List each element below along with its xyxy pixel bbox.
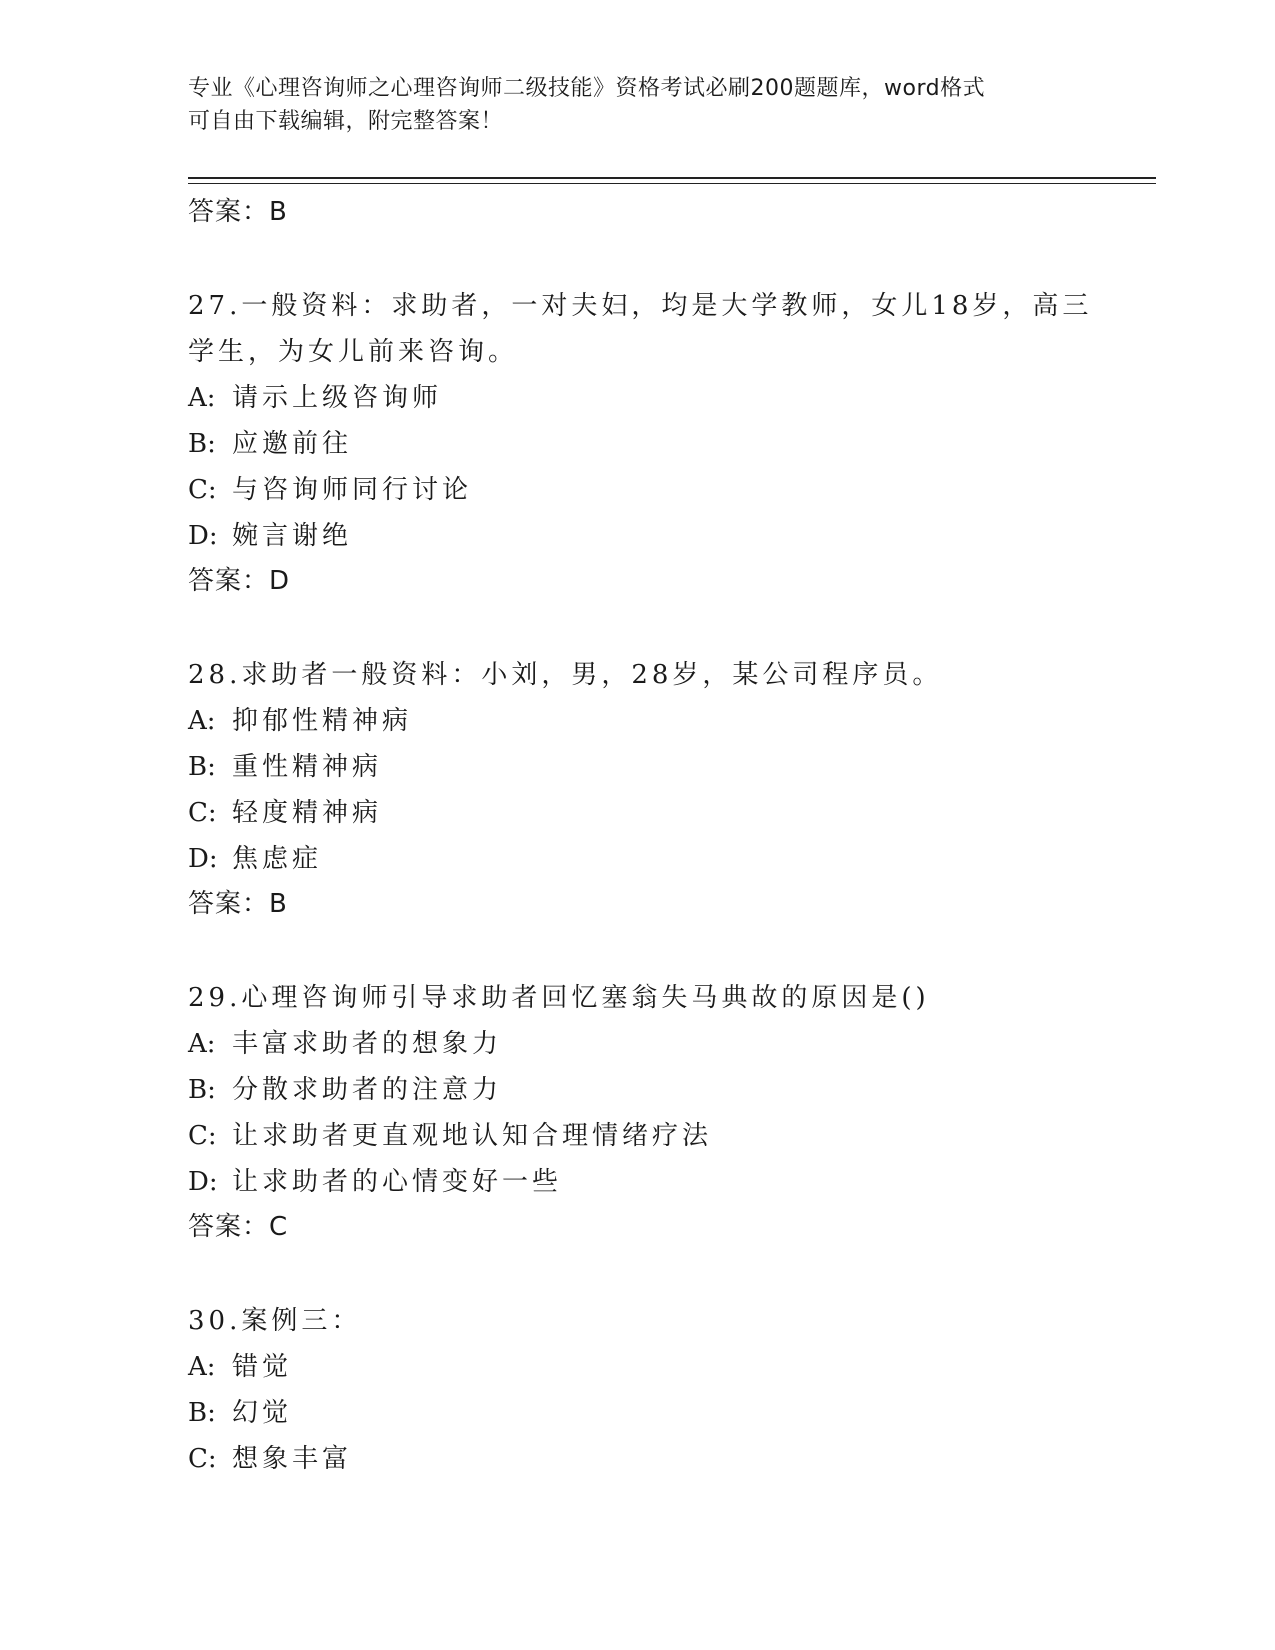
option-key: C: [188,798,217,828]
option-text: 丰富求助者的想象力 [232,1029,503,1059]
header-title-line-2: 可自由下载编辑，附完整答案！ [188,109,504,134]
option-key: A: [188,383,216,413]
question-stem: 28.求助者一般资料：小刘，男，28岁，某公司程序员。 [188,660,943,690]
option-c [188,1113,1108,1159]
option-a [188,375,1108,421]
question-block [188,975,1108,1250]
option-key: D: [188,521,218,551]
option-text: 抑郁性精神病 [232,706,413,736]
question-block [188,283,1108,604]
answer-line: 答案：D [188,566,291,596]
option-b [188,421,1108,467]
option-key: B: [188,752,216,782]
option-text: 请示上级咨询师 [232,383,443,413]
header-rule-thick [188,177,1156,179]
section-gap [188,235,1108,283]
option-text: 分散求助者的注意力 [232,1075,503,1105]
answer-line: 答案：C [188,1212,289,1242]
option-key: D: [188,844,218,874]
option-text: 想象丰富 [232,1444,353,1474]
option-key: B: [188,1398,216,1428]
header-title-line-1: 专业《心理咨询师之心理咨询师二级技能》资格考试必刷200题题库，word格式 [188,76,986,101]
answer-line: 答案：B [188,197,288,227]
option-b [188,744,1108,790]
header-rule-thin [188,183,1156,184]
option-d [188,836,1108,882]
option-c [188,1436,1108,1482]
answer-line: 答案：B [188,889,288,919]
option-b [188,1390,1108,1436]
document-header [188,72,1088,138]
option-c [188,790,1108,836]
option-a [188,698,1108,744]
option-a [188,1344,1108,1390]
option-text: 让求助者更直观地认知合理情绪疗法 [232,1121,713,1151]
option-key: C: [188,1121,217,1151]
option-key: D: [188,1167,218,1197]
option-key: A: [188,1352,216,1382]
section-gap [188,604,1108,652]
section-gap [188,1250,1108,1298]
option-key: A: [188,706,216,736]
question-stem: 29.心理咨询师引导求助者回忆塞翁失马典故的原因是() [188,983,930,1013]
option-text: 应邀前往 [232,429,353,459]
option-d [188,1159,1108,1205]
option-key: C: [188,1444,217,1474]
option-c [188,467,1108,513]
option-text: 焦虑症 [232,844,323,874]
option-key: B: [188,429,216,459]
question-block [188,652,1108,927]
option-text: 轻度精神病 [232,798,383,828]
option-key: C: [188,475,217,505]
option-b [188,1067,1108,1113]
section-gap [188,927,1108,975]
option-key: B: [188,1075,216,1105]
option-text: 幻觉 [232,1398,293,1428]
option-a [188,1021,1108,1067]
question-block [188,1298,1108,1482]
option-text: 错觉 [232,1352,293,1382]
option-text: 婉言谢绝 [232,521,353,551]
question-stem: 30.案例三： [188,1306,362,1336]
question-stem: 27.一般资料：求助者，一对夫妇，均是大学教师，女儿18岁，高三学生，为女儿前来咨询。 [188,291,1093,367]
option-d [188,513,1108,559]
option-text: 与咨询师同行讨论 [232,475,473,505]
question-list [188,190,1108,1482]
option-key: A: [188,1029,216,1059]
option-text: 重性精神病 [232,752,383,782]
option-text: 让求助者的心情变好一些 [232,1167,563,1197]
